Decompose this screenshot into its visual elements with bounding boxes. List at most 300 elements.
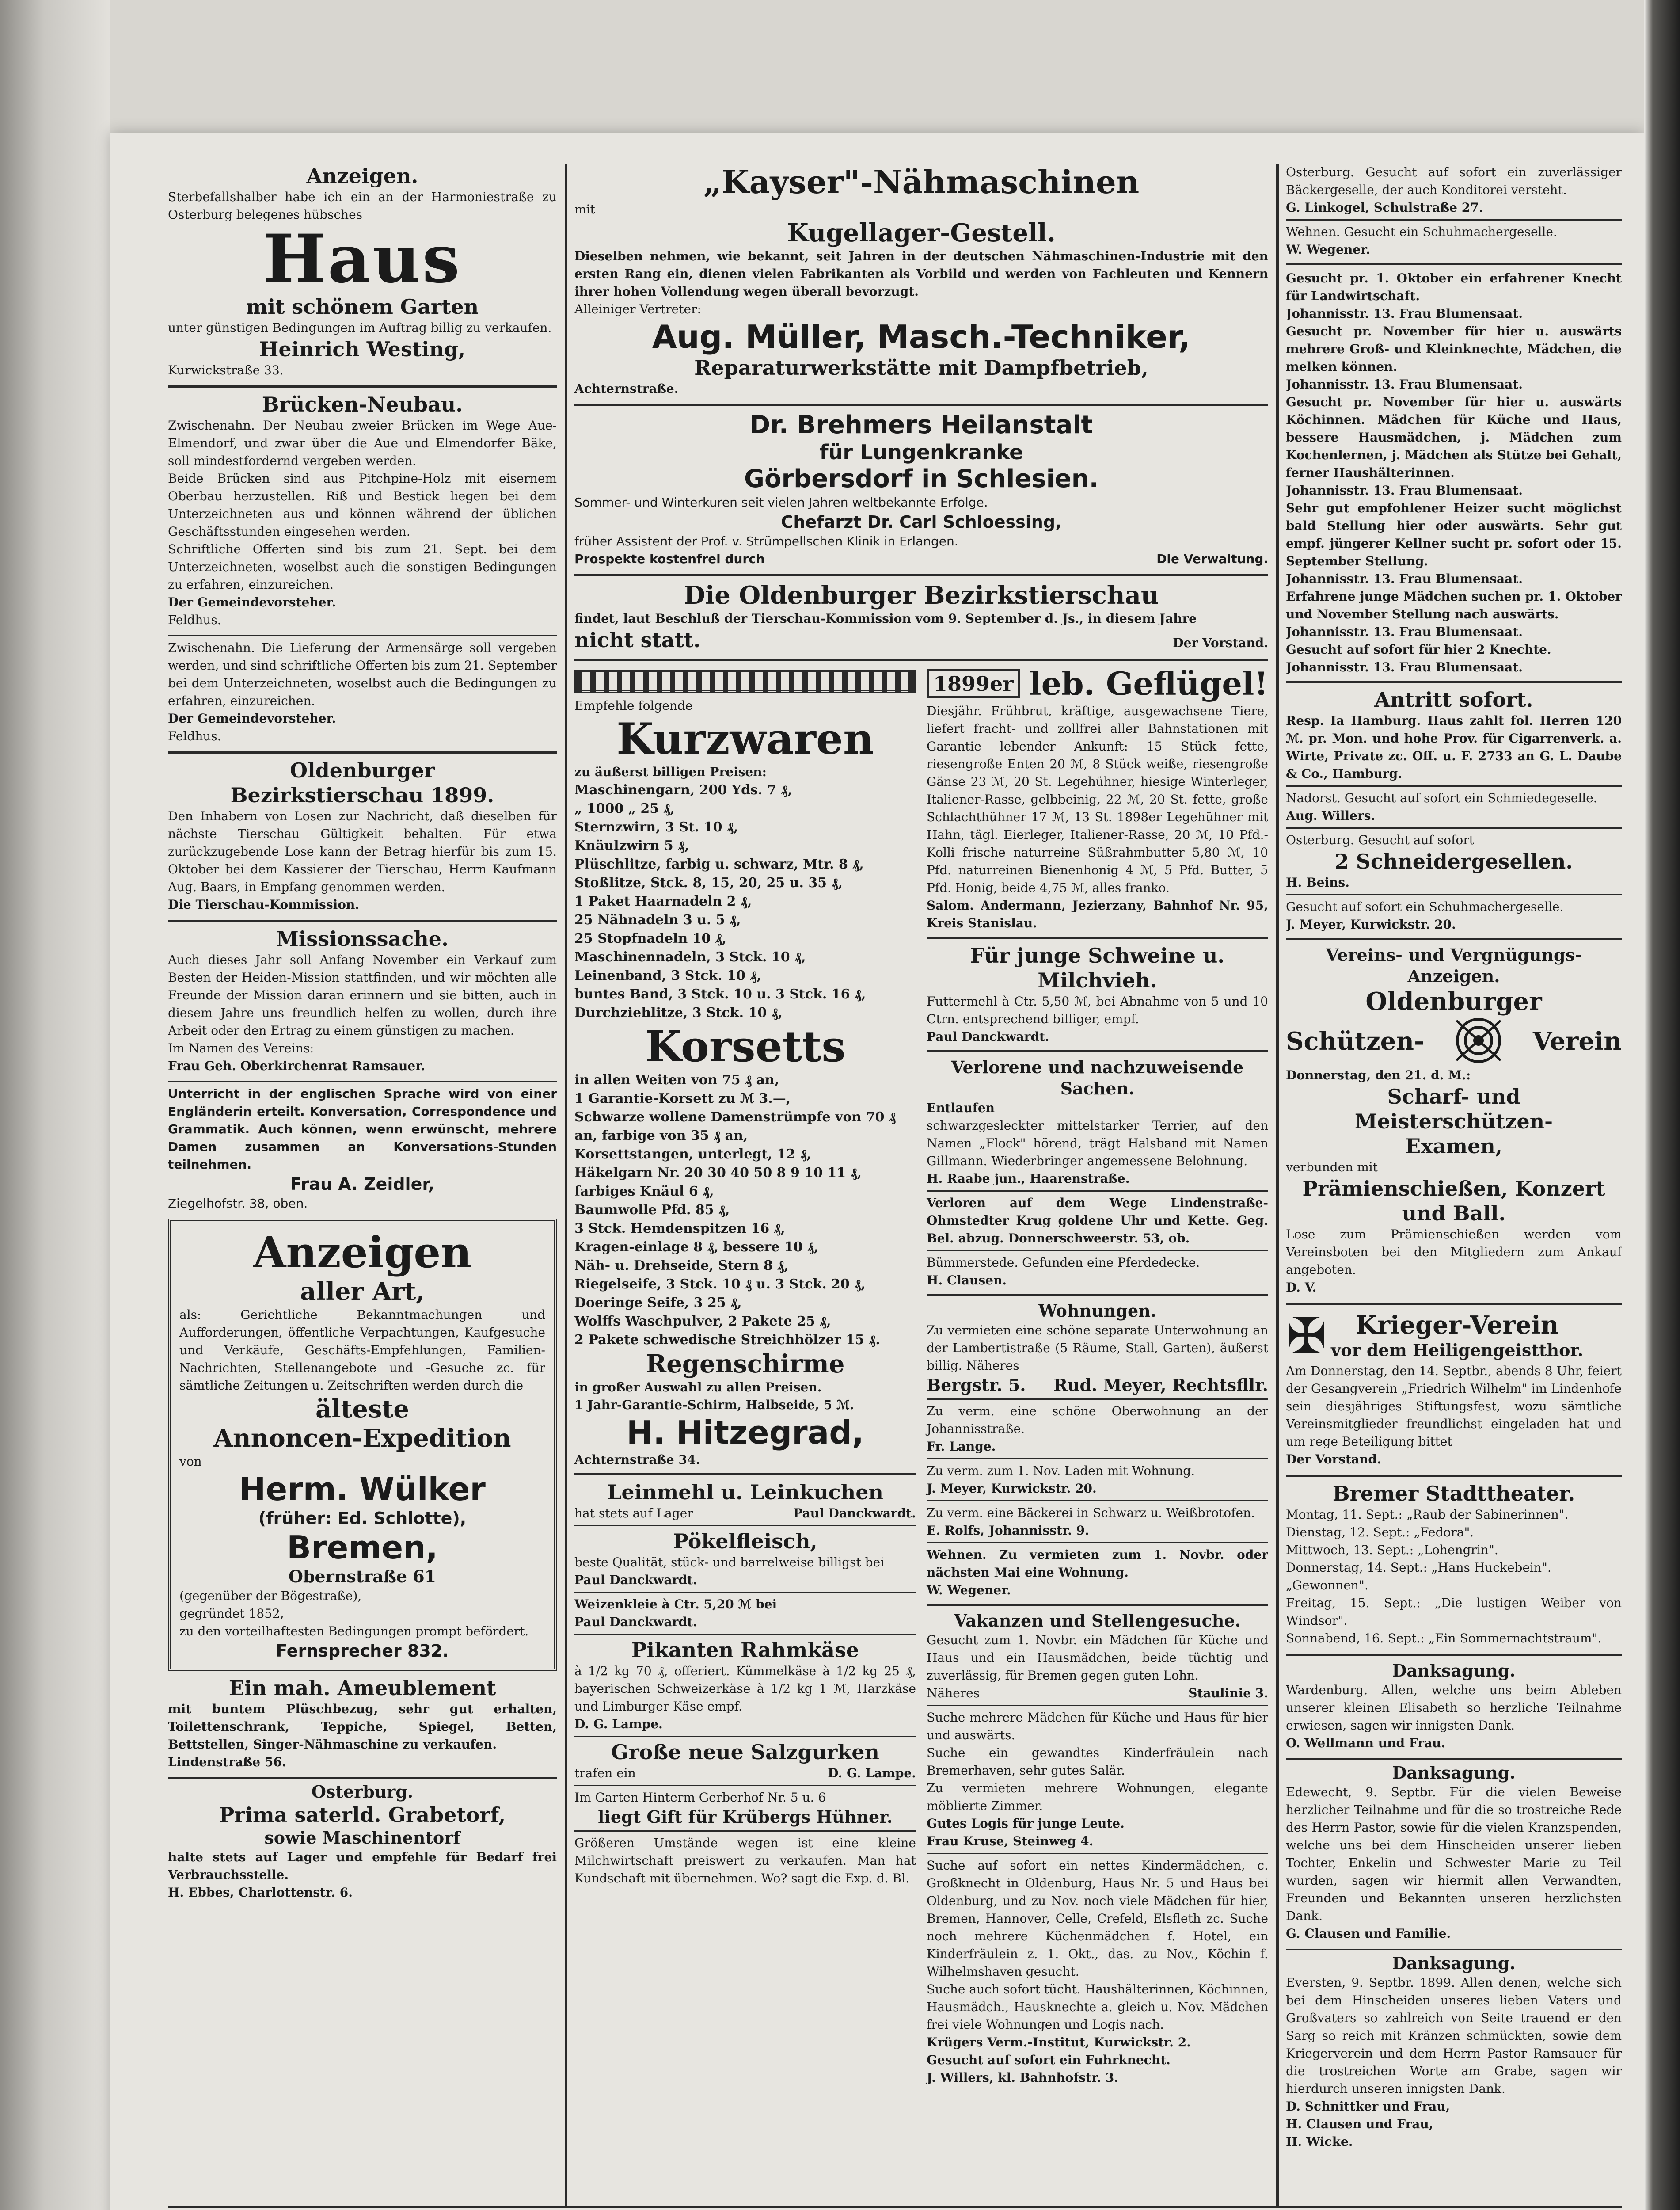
product-item: Wolffs Waschpulver, 2 Pakete 25 ₰, [574,1314,831,1329]
product-item: buntes Band, 3 Stck. 10 u. 3 Stck. 16 ₰, [574,987,866,1002]
ad-gefluegel-header [927,665,1268,702]
ad-advertiser: H. Hitzegrad, [626,1414,864,1451]
job-advertiser: Johannisstr. 13. Frau Blumensaat. [1286,625,1523,639]
ad-text: findet, laut Beschluß der Tierschau-Kommission vom 9. September d. Js., in diesem Jahre [574,611,1197,626]
divider [1286,1758,1622,1760]
divider [1286,1949,1622,1950]
divider [168,1777,557,1779]
job-item: Erfahrene junge Mädchen suchen pr. 1. Oktober und November Stellung nach auswärts. [1286,589,1622,621]
ad-annoncen [168,1219,557,1671]
section-heading: Vereins- und Vergnügungs-Anzeigen. [1326,945,1582,986]
ad-tierschau [168,758,557,914]
ad-address: Obernstraße 61 [288,1566,437,1586]
ad-haus [168,188,557,379]
ad-text: Bümmerstede. Gefunden eine Pferdedecke. [927,1255,1200,1270]
ad-text: schwarzgesleckter mittelstarker Terrier, auf den Namen „Flock" hörend, trägt Halsband mit Namen Gillmann. Wiederbringer angemessene Belohnung. [927,1118,1268,1168]
product-list [574,781,916,1022]
ad-text: Im Namen des Vereins: [168,1041,314,1055]
ad-bruecken [168,392,557,629]
program-item: Mittwoch, 13. Sept.: „Lohengrin". [1286,1543,1498,1557]
ad-signature: O. Wellmann und Frau. [1286,1736,1446,1750]
signature-name: H. Clausen und Frau, [1286,2117,1433,2131]
ad-advertiser: D. G. Lampe. [828,1766,916,1780]
ad-column-right-inner [927,665,1268,2087]
ad-advertiser: J. Meyer, Kurwickstr. 20. [1286,917,1456,932]
ad-theater [1286,1481,1622,1647]
ad-footer-row [574,550,1268,568]
ad-text: von [179,1454,202,1469]
ad-text: Näheres [927,1686,980,1700]
ad-advertiser: Heinrich Westing, [259,337,466,361]
ad-title: 2 Schneidergesellen. [1334,850,1573,873]
target-emblem-icon [1454,1016,1503,1067]
divider [927,1294,1268,1296]
ad-text: Suche auf sofort ein nettes Kindermädchen, c. Großknecht in Oldenburg, Haus Nr. 5 und Haus bei Oldenburg, und zu Nov. noch viele Mädchen für hier, Bremen, Hannover, Celle, Crefeld, Elsfleth zc. Suche noch mehrere Küchenmädchen f. Hotel, ein Kinderfräulein z. 1. Okt., das. zu Nov., Köchin f. Wilhelmshaven gesucht. [927,1858,1268,1979]
ad-ameublement [168,1676,557,1771]
ad-advertiser: E. Rolfs, Johannisstr. 9. [927,1523,1089,1538]
ad-subtitle: Examen, [1405,1134,1502,1158]
ad-phone: Fernsprecher 832. [276,1641,449,1661]
ad-text: Zu verm. eine schöne Oberwohnung an der Johannisstraße. [927,1404,1268,1436]
ad-subtitle: Kugellager-Gestell. [787,218,1056,248]
ad-highlight: nicht statt. [574,628,701,652]
ad-text: halte stets auf Lager und empfehle für Bedarf frei Verbrauchsstelle. [168,1850,557,1882]
ad-text: Größeren Umstände wegen ist eine kleine Milchwirtschaft preiswert zu verkaufen. Man hat Kundschaft mit übernehmen. Wo? sagt die Exp. d. Bl. [574,1836,916,1886]
ad-text: verbunden mit [1286,1160,1378,1174]
ad-title: Regenschirme [646,1349,845,1379]
job-list [1286,270,1622,676]
ad-danksagung-3 [1286,1953,1622,2151]
ad-title: Leinmehl u. Leinkuchen [607,1480,883,1504]
ad-signature-name: Feldhus. [168,613,221,627]
ad-text: Sterbefallshalber habe ich ein an der Harmoniestraße zu Osterburg belegenes hübsches [168,190,557,222]
signature-list [1286,2098,1622,2151]
ad-text: Zu vermieten mehrere Wohnungen, elegante möblierte Zimmer. [927,1781,1268,1813]
ad-title: Missionssache. [276,927,449,951]
ad-text: Edewecht, 9. Septbr. Für die vielen Beweise herzlicher Teilnahme und für die so trostreiche Rede des Herrn Pastor, sowie für die vielen Kranzspenden, welche uns bei dem Hinscheiden unserer lieben Tochter, Enkelin und Schwester Marie zu Teil wurden, sagen wir hiermit allen Verwandten, Freunden und Bekannten unseren herzlichsten Dank. [1286,1785,1622,1923]
ad-signature: Frau Geh. Oberkirchenrat Ramsauer. [168,1059,426,1073]
divider [1286,827,1622,829]
page-edge [1644,0,1680,2210]
ad-title: Dr. Brehmers Heilanstalt [749,411,1093,439]
ad-danksagung-1 [1286,1660,1622,1752]
product-item: Knäulzwirn 5 ₰, [574,838,689,854]
product-item: Doeringe Seife, 3 25 ₰, [574,1295,742,1311]
program-item: Dienstag, 12. Sept.: „Fedora". [1286,1525,1474,1539]
product-item: Maschinengarn, 200 Yds. 7 ₰, [574,782,792,798]
product-item: 1 Paket Haarnadeln 2 ₰, [574,894,752,909]
ad-text: Suche ein gewandtes Kinderfräulein nach Bremerhaven, sehr gutes Salär. [927,1745,1268,1778]
ad-text: Prospekte kostenfrei durch [574,552,765,566]
job-advertiser: Johannisstr. 13. Frau Blumensaat. [1286,377,1523,392]
ad-text: Empfehle folgende [574,698,693,713]
ad-bezirkstierschau [574,581,1268,652]
ad-title: Bezirkstierschau 1899. [230,783,494,807]
program-item: Donnerstag, 14. Sept.: „Hans Huckebein". [1286,1560,1551,1575]
ad-title-row [1286,1309,1622,1362]
product-item: Schwarze wollene Damenstrümpfe von 70 ₰ an, farbige von 35 ₰ an, [574,1109,896,1143]
column-right [1286,164,1622,2206]
divider [574,574,1268,576]
program-item: Montag, 11. Sept.: „Raub der Sabinerinnen". [1286,1507,1569,1522]
ad-title: „Kayser"-Nähmaschinen [703,164,1140,201]
job-advertiser: Johannisstr. 13. Frau Blumensaat. [1286,483,1523,498]
ad-text: Futtermehl à Ctr. 5,50 ℳ, bei Abnahme von 5 und 10 Ctrn. entsprechend billiger, empf. [927,994,1268,1026]
ad-subtitle: mit schönem Garten [246,295,479,319]
divider [574,659,1268,661]
divider [1286,1654,1622,1656]
ad-title: Anzeigen [253,1227,472,1277]
program-list [1286,1506,1622,1647]
ad-title: Pökelfleisch, [673,1529,817,1553]
job-item: Gesucht pr. November für hier u. auswärts mehrere Groß- und Kleinknechte, Mädchen, die melken können. [1286,324,1622,374]
ad-subtitle: und Ball. [1402,1201,1506,1225]
job-item: Gesucht pr. November für hier u. auswärts Köchinnen. Mädchen für Küche und Haus, bessere Hausmädchen, j. Mädchen zum Kochenlernen, j. Mädchen als Stütze bei Gehalt, ferner Haushälterinnen. [1286,395,1622,480]
ad-text: gegründet 1852, [179,1606,284,1621]
ad-advertiser: Fr. Lange. [927,1439,996,1454]
ad-text: Verloren auf dem Wege Lindenstraße-Ohmstedter Krug goldene Uhr und Kette. Geg. Bel. abzug. Donnerschweerstr. 53, ob. [927,1196,1268,1246]
ad-text: Wehnen. Gesucht ein Schuhmachergeselle. [1286,225,1557,239]
product-item: 2 Pakete schwedische Streichhölzer 15 ₰. [574,1332,880,1348]
ad-title: Danksagung. [1392,1953,1516,1973]
ad-date: Donnerstag, den 21. d. M.: [1286,1068,1471,1082]
ad-title: Schützen- [1286,1027,1425,1056]
ad-title: Bremer Stadttheater. [1332,1482,1575,1505]
ad-title: Große neue Salzgurken [611,1740,879,1764]
ad-title: Die Oldenburger Bezirkstierschau [684,581,1159,610]
section-heading: Anzeigen. [306,164,418,188]
ad-text: Zu vermieten eine schöne separate Unterwohnung an der Lambertistraße (5 Räume, Stall, Garten), äußerst billig. Näheres [927,1323,1268,1373]
ad-text: Dieselben nehmen, wie bekannt, seit Jahren in der deutschen Nähmaschinen-Industrie mit den ersten Rang ein, dienen vielen Fabrikanten als Vorbild und werden von Fachleuten und Kennern ihrer hohen Vollendung wegen überall bevorzugt. [574,249,1268,299]
divider [1286,1303,1622,1305]
ad-title: Haus [263,220,462,298]
divider [574,1634,916,1635]
ad-text: (früher: Ed. Schlotte), [258,1509,467,1528]
ad-text: Osterburg. Gesucht auf sofort ein zuverlässiger Bäckergeselle, der auch Konditorei versteht. [1286,165,1622,197]
product-item: Kragen-einlage 8 ₰, bessere 10 ₰, [574,1239,819,1255]
ad-advertiser: H. Beins. [1286,875,1349,890]
ad-signature: Der Vorstand. [1286,1452,1381,1467]
ad-text: Wehnen. Zu vermieten zum 1. Novbr. oder nächsten Mai eine Wohnung. [927,1547,1268,1580]
ad-signature: D. V. [1286,1280,1317,1295]
ad-title: Verein [1532,1027,1622,1056]
divider [927,1853,1268,1854]
ad-text: Auch dieses Jahr soll Anfang November ein Verkauf zum Besten der Heiden-Mission stattfinden, und wir möchten alle Freunde der Mission daran erinnern und sie bitten, auch in diesem Jahre uns freundlich helfen zu wollen, durch ihre Arbeit oder den Ertrag zu einem günstigen zu machen. [168,953,557,1038]
product-item: 3 Stck. Hemdenspitzen 16 ₰, [574,1221,785,1236]
ad-text: hat stets auf Lager [574,1506,693,1520]
signature-name: H. Wicke. [1286,2134,1353,2149]
ad-subtitle: Scharf- und Meisterschützen- [1354,1085,1553,1133]
ad-kayser [574,164,1268,398]
ad-text: unter günstigen Bedingungen im Auftrag billig zu verkaufen. [168,320,552,335]
divider [927,1542,1268,1543]
product-item: Näh- u. Drehseide, Stern 8 ₰, [574,1258,789,1273]
ad-address: (gegenüber der Bögestraße), [179,1589,362,1603]
divider [927,1500,1268,1501]
ad-text: Diesjähr. Frühbrut, kräftige, ausgewachsene Tiere, liefert fracht- und zollfrei aller Bahnstationen mit Garantie lebender Ankunft: 15 Stück fette, riesengroße Enten 20 ℳ, 8 Stück weiße, riesengroße Gänse 23 ℳ, 20 St. Legehühner, hiesige Winterleger, Italiener-Rasse, gelbbeinig, 22 ℳ, 20 St. fette, große Schlachthühner 17 ℳ, 13 St. 1898er Legehühner mit Hahn, tägl. Eierleger, Italiener-Rasse, 20 ℳ, 10 Pfd.-Kolli frische naturreine Süßrahmbutter 5,80 ℳ, 10 Pfd. naturreinen Bienenhonig 4 ℳ, 5 Pfd. Butter, 5 Pfd. Honig, beide 4,75 ℳ, alles franko. [927,704,1268,895]
section-heading: Vakanzen und Stellengesuche. [954,1611,1241,1631]
column-middle [574,164,1268,2206]
ad-address: Lindenstraße 56. [168,1755,286,1769]
ad-advertiser: Frau Kruse, Steinweg 4. [927,1834,1094,1848]
product-item: in allen Weiten von 75 ₰ an, [574,1072,779,1088]
ad-text: mit [574,202,595,217]
product-item: „ 1000 „ 25 ₰, [574,801,675,816]
ad-title: Krieger-Verein [1355,1311,1559,1340]
ad-text: Alleiniger Vertreter: [574,302,701,316]
section-heading: Verlorene und nachzuweisende Sachen. [951,1057,1244,1098]
ad-subtitle: Entlaufen [927,1101,995,1115]
product-item: farbiges Knäul 6 ₰, [574,1184,714,1199]
ad-subtitle: für Lungenkranke [819,440,1023,464]
ad-text: Weizenkleie à Ctr. 5,20 ℳ bei [574,1597,777,1612]
ad-text: in großer Auswahl zu allen Preisen. [574,1380,822,1395]
ad-advertiser: Krügers Verm.-Institut, Kurwickstr. 2. [927,2035,1191,2050]
divider [574,1473,916,1475]
ad-signature: G. Clausen und Familie. [1286,1926,1451,1941]
ad-advertiser: Rud. Meyer, Rechtsfllr. [1053,1375,1268,1395]
ad-title: Oldenburger [290,758,435,782]
divider [1286,894,1622,895]
ad-footer-row [927,1375,1268,1396]
ad-text: als: Gerichtliche Bekanntmachungen und Aufforderungen, öffentliche Verpachtungen, Kaufgesuche und Verkäufe, Geschäfts-Empfehlungen, Familien-Nachrichten, Stellenangebote und -Gesuche zc. für sämtliche Zeitungen u. Zeitschriften werden durch die [179,1307,545,1393]
ad-advertiser: Aug. Müller, Masch.-Techniker, [652,318,1191,355]
divider [927,937,1268,939]
ad-advertiser: D. G. Lampe. [574,1717,663,1731]
ad-text: Gesucht auf sofort ein Schuhmachergeselle. [1286,899,1564,914]
divider [927,1604,1268,1606]
divider [574,1592,916,1593]
divider [574,1830,916,1832]
ad-title: Annoncen-Expedition [213,1424,511,1453]
ad-advertiser: Herm. Wülker [239,1471,486,1508]
divider [927,1250,1268,1251]
divider [927,1458,1268,1459]
ad-title: Pikanten Rahmkäse [631,1638,859,1662]
ad-signature-name: Feldhus. [168,729,221,743]
ad-text: Zwischenahn. Die Lieferung der Armensärge soll vergeben werden, und sind schriftliche Offerten bis zum 21. September bei dem Unterzeichneten, woselbst auch die Bedingungen zu erfahren, einzureichen. [168,640,557,708]
section-heading: Wohnungen. [1038,1301,1157,1321]
ad-mission [168,926,557,1075]
ornament-border [574,670,916,693]
ad-advertiser: Paul Danckwardt. [574,1573,697,1587]
divider [168,385,557,388]
ad-footer-row [927,1684,1268,1702]
ad-title: Prima saterld. Grabetorf, [219,1803,506,1827]
divider [168,751,557,754]
ad-title: liegt Gift für Krübergs Hühner. [597,1807,893,1827]
ad-text: Am Donnerstag, den 14. Septbr., abends 8 Uhr, feiert der Gesangverein „Friedrich Wilhelm" im Lindenhofe sein diesjähriges Stiftungsfest, wozu sämtliche Vereinsmitglieder freundlichst eingeladen hat und um rege Beteiligung bittet [1286,1364,1622,1449]
ad-advertiser: Chefarzt Dr. Carl Schloessing, [781,512,1062,532]
program-item: Freitag, 15. Sept.: „Die lustigen Weiber von Windsor". [1286,1596,1622,1628]
ad-subtitle: vor dem Heiligengeistthor. [1331,1340,1584,1360]
ad-text: à 1/2 kg 70 ₰, offeriert. Kümmelkäse à 1/2 kg 25 ₰, bayerischen Schweizerkäse à 1/2 kg 1 ℳ, Harzkäse und Limburger Käse empf. [574,1664,916,1714]
ad-address: Kurwickstraße 33. [168,363,284,377]
divider [927,1050,1268,1052]
ad-place: Görbersdorf in Schlesien. [744,465,1098,493]
ad-text: trafen ein [574,1766,636,1780]
job-item: Gesucht auf sofort für hier 2 Knechte. [1286,642,1551,657]
two-column-section [574,665,1268,2087]
ad-address: Bergstr. 5. [927,1375,1026,1395]
ad-title-row [1286,1016,1622,1067]
divider [927,1398,1268,1400]
divider [1286,1475,1622,1477]
ad-text: früher Assistent der Prof. v. Strümpellschen Klinik in Erlangen. [574,534,958,549]
ad-footer-row [574,1764,916,1782]
product-item: Stoßlitze, Stck. 8, 15, 20, 25 u. 35 ₰, [574,875,843,891]
ad-advertiser: Paul Danckwardt. [793,1506,916,1520]
ad-kurzwaren [574,665,916,2087]
ad-subtitle: Prämienschießen, Konzert [1302,1177,1605,1200]
ad-danksagung-2 [1286,1762,1622,1943]
ad-address: Staulinie 3. [1188,1686,1268,1700]
job-item: Gesucht pr. 1. Oktober ein erfahrener Knecht für Landwirtschaft. [1286,271,1622,303]
ad-title: Danksagung. [1392,1763,1516,1783]
program-item: Sonnabend, 16. Sept.: „Ein Sommernachtstraum". [1286,1631,1602,1646]
ad-text: Gutes Logis für junge Leute. [927,1816,1125,1831]
ad-subtitle: sowie Maschinentorf [264,1828,460,1848]
ad-kriegerverein [1286,1309,1622,1468]
ad-text: zu den vorteilhaftesten Bedingungen prompt befördert. [179,1624,529,1638]
ad-title: Brücken-Neubau. [262,392,463,416]
ad-year: 1899er [927,669,1020,698]
product-item: Riegelseife, 3 Stck. 10 ₰ u. 3 Stck. 20 ₰, [574,1276,866,1292]
ad-advertiser: H. Raabe jun., Haarenstraße. [927,1171,1130,1186]
column-rule [1276,164,1279,2206]
ad-title: Kurzwaren [616,714,874,764]
ad-text: beste Qualität, stück- und barrelweise billigst bei [574,1555,885,1570]
product-item: Durchziehlitze, 3 Stck. 10 ₰, [574,1005,783,1021]
ad-place: Osterburg. [311,1782,414,1802]
column-rule [565,164,567,2206]
ad-text: Gesucht zum 1. Novbr. ein Mädchen für Küche und Haus und ein Hausmädchen, beide tüchtig und zuverlässig, für Bremen gegen guten Lohn. [927,1633,1268,1683]
ad-footer-row [574,628,1268,652]
ad-unterricht [168,1085,557,1212]
ad-text: Beide Brücken sind aus Pitchpine-Holz mit eisernem Oberbau herzustellen. Riß und Bestick liegen bei dem Unterzeichneten aus und können während der üblichen Geschäftsstunden eingesehen werden. [168,471,557,539]
ad-text: Gesucht auf sofort ein Fuhrknecht. [927,2053,1171,2067]
ad-text: Zu verm. eine Bäckerei in Schwarz u. Weißbrotofen. [927,1505,1255,1520]
ad-text: Suche mehrere Mädchen für Küche und Haus für hier und auswärts. [927,1710,1268,1742]
ad-subtitle: aller Art, [300,1277,425,1306]
product-item: Baumwolle Pfd. 85 ₰, [574,1202,730,1218]
ad-title: Oldenburger [1365,987,1542,1016]
product-item: Plüschlitze, farbig u. schwarz, Mtr. 8 ₰, [574,857,864,872]
ad-text: Wardenburg. Allen, welche uns beim Ableben unserer kleinen Elisabeth so herzliche Teilnahme erwiesen, sagen wir innigsten Dank. [1286,1683,1622,1733]
ad-text: Schriftliche Offerten sind bis zum 21. Sept. bei dem Unterzeichneten, woselbst auch die sonstigen Bedingungen zu erfahren, einzureichen. [168,542,557,592]
ad-brehmer [574,411,1268,568]
divider [574,404,1268,406]
ad-advertiser: Paul Danckwardt. [574,1615,697,1629]
job-advertiser: Johannisstr. 13. Frau Blumensaat. [1286,660,1523,674]
product-item: 25 Nähnadeln 3 u. 5 ₰, [574,912,741,928]
ad-text: Lose zum Prämienschießen werden vom Vereinsboten bei den Mitgliedern zum Ankauf angeboten. [1286,1227,1622,1277]
ad-text: 1 Jahr-Garantie-Schirm, Halbseide, 5 ℳ. [574,1398,854,1412]
ad-text: Unterricht in der englischen Sprache wird von einer Engländerin erteilt. Konversation, Correspondence und Grammatik. Auch können, wenn erwünscht, mehrere Damen zusammen an Konversations-Stunden teilnehmen. [168,1086,557,1172]
divider [574,1785,916,1786]
ad-text: Im Garten Hinterm Gerberhof Nr. 5 u. 6 [574,1790,826,1805]
ad-torf [168,1781,557,1901]
ad-text: Sommer- und Winterkuren seit vielen Jahren weltbekannte Erfolge. [574,495,988,510]
ad-advertiser: Paul Danckwardt. [927,1029,1049,1044]
ad-text: Zwischenahn. Der Neubau zweier Brücken im Wege Aue-Elmendorf, und zwar über die Aue und Elmendorfer Bäke, soll mindestfordernd vergeben werden. [168,418,557,468]
ad-text: Suche auch sofort tücht. Haushälterinnen, Köchinnen, Hausmädch., Hausknechte a. gleich u. Nov. Mädchen frei viele Wohnungen und Logis nach. [927,1982,1268,2032]
book-spine [0,0,110,2210]
divider [1286,938,1622,940]
ad-text: Den Inhabern von Losen zur Nachricht, daß dieselben für nächste Tierschau Gültigkeit behalten. Für etwa zurückzugebende Lose kann der Betrag hierfür bis zum 15. Oktober bei dem Kassierer der Tierschau, Herrn Kaufmann Aug. Baars, in Empfang genommen werden. [168,809,557,894]
ad-signature: Der Vorstand. [1173,636,1268,650]
ad-advertiser: Aug. Willers. [1286,808,1376,823]
job-advertiser: Johannisstr. 13. Frau Blumensaat. [1286,572,1523,586]
product-item: Häkelgarn Nr. 20 30 40 50 8 9 10 11 ₰, [574,1165,862,1181]
ad-armensaerge [168,639,557,745]
ad-advertiser: Frau A. Zeidler, [290,1174,434,1194]
job-advertiser: Johannisstr. 13. Frau Blumensaat. [1286,306,1523,321]
job-item: Sehr gut empfohlener Heizer sucht möglichst bald Stellung hier oder auswärts. Sehr gut empf. jüngerer Kellner sucht pr. sofort oder 15. September Stellung. [1286,501,1622,568]
ad-signature: Der Gemeindevorsteher. [168,711,336,726]
ad-advertiser: J. Willers, kl. Bahnhofstr. 3. [927,2070,1118,2085]
ad-text: Eversten, 9. Septbr. 1899. Allen denen, welche sich bei dem Hinscheiden unseres lieben Vaters und Großvaters so zahlreich von Seite trauend er den Sarg so reich mit Kränzen schmückten, sowie dem Kriegerverein und dem Herrn Pastor Ramsauer für die trostreichen Worte am Grabe, sagen wir hierdurch unseren innigsten Dank. [1286,1975,1622,2096]
product-item: Maschinennadeln, 3 Stck. 10 ₰, [574,949,806,965]
ad-footer-row [574,1505,916,1522]
ad-title: Für junge Schweine u. Milchvieh. [970,944,1225,992]
ad-advertiser: Salom. Andermann, Jezierzany, Bahnhof Nr. 95, Kreis Stanislau. [927,898,1268,930]
divider [1286,219,1622,221]
ad-text: Zu verm. zum 1. Nov. Laden mit Wohnung. [927,1463,1195,1478]
divider [574,1525,916,1526]
divider [168,2206,1622,2208]
ad-title: Danksagung. [1392,1661,1516,1680]
product-item: Leinenband, 3 Stck. 10 ₰, [574,968,761,983]
divider [1286,681,1622,683]
ad-text: Nadorst. Gesucht auf sofort ein Schmiedegeselle. [1286,791,1597,805]
ad-title: Antritt sofort. [1374,688,1533,712]
divider [927,1190,1268,1192]
ad-text: zu äußerst billigen Preisen: [574,765,767,779]
ad-title: Ein mah. Ameublement [228,1676,496,1700]
product-item: Sternzwirn, 3 St. 10 ₰, [574,819,738,835]
ad-signature: Die Verwaltung. [1156,552,1268,566]
divider [927,1705,1268,1706]
ad-text: mit buntem Plüschbezug, sehr gut erhalten, Toilettenschrank, Teppiche, Spiegel, Betten, Bettstellen, Singer-Nähmaschine zu verkaufen. [168,1702,557,1752]
divider [168,635,557,636]
divider [168,920,557,922]
ad-city: Bremen, [287,1529,438,1566]
ad-advertiser: W. Wegener. [927,1583,1011,1597]
ad-address: Achternstraße 34. [574,1452,700,1467]
product-item: Korsettstangen, unterlegt, 12 ₰, [574,1147,811,1162]
product-list [574,1071,916,1349]
divider [1286,785,1622,787]
signature-name: D. Schnittker und Frau, [1286,2099,1450,2114]
column-left [168,164,557,2206]
product-item: 25 Stopfnadeln 10 ₰, [574,931,727,946]
ad-text: Osterburg. Gesucht auf sofort [1286,833,1474,847]
ad-schuetzenverein [1286,987,1622,1296]
divider [1286,263,1622,265]
ad-address: Achternstraße. [574,381,679,396]
ad-advertiser: J. Meyer, Kurwickstr. 20. [927,1481,1097,1496]
ad-advertiser: H. Ebbes, Charlottenstr. 6. [168,1885,353,1900]
ad-signature: Die Tierschau-Kommission. [168,897,360,912]
ad-subtitle: Reparaturwerkstätte mit Dampfbetrieb, [694,356,1148,380]
divider [574,1736,916,1737]
divider [168,1081,557,1082]
ad-title: leb. Geflügel! [1029,665,1268,702]
product-item: 1 Garantie-Korsett zu ℳ 3.—, [574,1091,791,1106]
ad-text: Resp. Ia Hamburg. Haus zahlt fol. Herren 120 ℳ. pr. Mon. und hohe Prov. für Cigarrenverk. a. Wirte, Private zc. Off. u. F. 2733 an G. L. Daube & Co., Hamburg. [1286,713,1622,781]
ad-advertiser: H. Clausen. [927,1273,1007,1288]
